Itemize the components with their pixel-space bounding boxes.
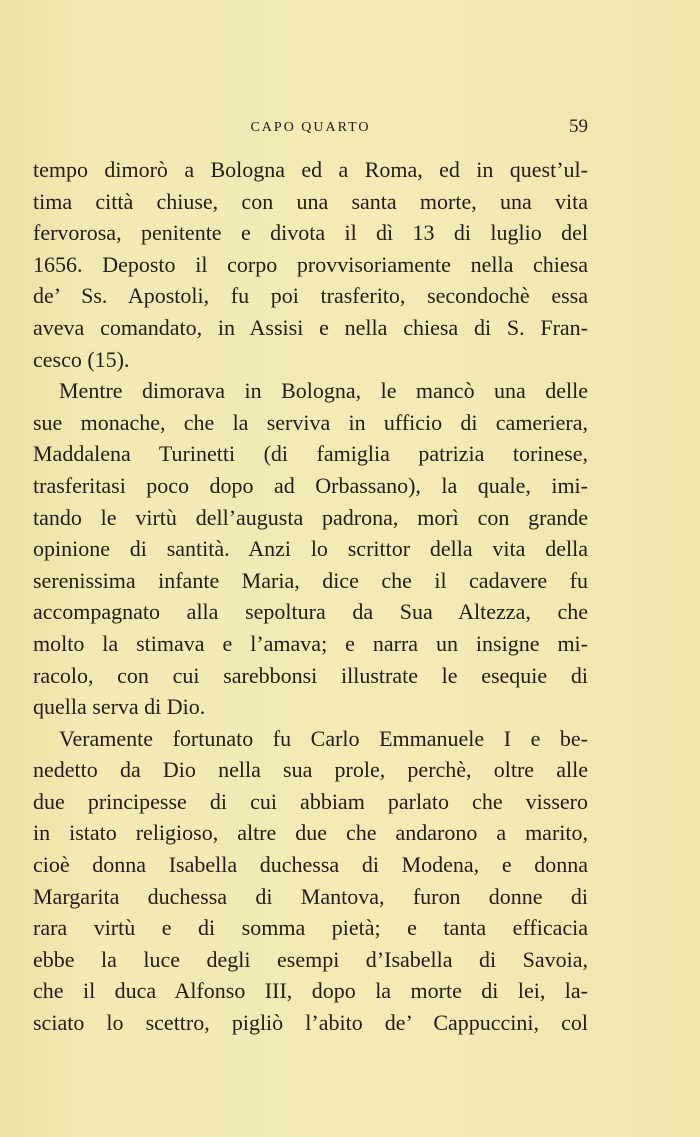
roman-numeral: III — [264, 978, 287, 1004]
text-line: due principesse di cui abbiam parlato che vissero — [33, 788, 588, 814]
text-line: de’ Ss. Apostoli, fu poi trasferito, secondochè essa — [33, 283, 588, 309]
text-line: in istato religioso, altre due che andarono a marito, — [33, 820, 588, 846]
text-line: sciato lo scettro, pigliò l’abito de’ Cappuccini, col — [33, 1010, 588, 1036]
text-line: nedetto da Dio nella sua prole, perchè, oltre alle — [33, 757, 588, 783]
roman-numeral: I — [503, 725, 512, 751]
text-line: serenissima infante Maria, dice che il cadavere fu — [33, 567, 588, 593]
text-line: fervorosa, penitente e divota il dì 13 di luglio del — [33, 220, 588, 246]
text-line: quella serva di Dio. — [33, 694, 206, 720]
text-line: Maddalena Turinetti (di famiglia patrizia torinese, — [33, 441, 588, 467]
text-segment: , dopo la morte di lei, la- — [286, 978, 588, 1004]
text-line: 1656. Deposto il corpo provvisoriamente nella chiesa — [33, 251, 588, 277]
running-title: CAPO QUARTO — [250, 120, 371, 135]
text-line: cioè donna Isabella duchessa di Modena, e donna — [33, 852, 588, 878]
text-line: Margarita duchessa di Mantova, furon donne di — [33, 883, 588, 909]
page-number: 59 — [569, 116, 588, 137]
text-segment: Veramente fortunato fu Carlo Emmanuele — [59, 725, 485, 751]
text-line: tando le virtù dell’augusta padrona, morì con grande — [33, 504, 588, 530]
running-head — [33, 116, 588, 140]
text-line: racolo, con cui sarebbonsi illustrate le esequie di — [33, 662, 588, 688]
text-segment: che il duca Alfonso — [33, 978, 246, 1004]
text-line — [33, 723, 588, 755]
text-line: tima città chiuse, con una santa morte, una vita — [33, 188, 588, 214]
text-line: accompagnato alla sepoltura da Sua Altezza, che — [33, 599, 588, 625]
text-segment: e be- — [530, 725, 588, 751]
text-line: sue monache, che la serviva in ufficio di cameriera, — [33, 409, 588, 435]
text-line: trasferitasi poco dopo ad Orbassano), la quale, imi- — [33, 472, 588, 498]
text-line: molto la stimava e l’amava; e narra un insigne mi- — [33, 630, 588, 656]
text-line — [33, 975, 588, 1007]
text-line: tempo dimorò a Bologna ed a Roma, ed in quest’ul- — [33, 157, 588, 182]
text-line: Mentre dimorava in Bologna, le mancò una delle — [59, 378, 588, 404]
text-line: aveva comandato, in Assisi e nella chiesa di S. Fran- — [33, 314, 588, 340]
text-line: ebbe la luce degli esempi d’Isabella di Savoia, — [33, 946, 588, 972]
text-line: opinione di santità. Anzi lo scrittor della vita della — [33, 536, 588, 562]
body-text — [33, 154, 588, 1039]
text-line: cesco (15). — [33, 346, 130, 372]
text-line: rara virtù e di somma pietà; e tanta efficacia — [33, 915, 588, 941]
